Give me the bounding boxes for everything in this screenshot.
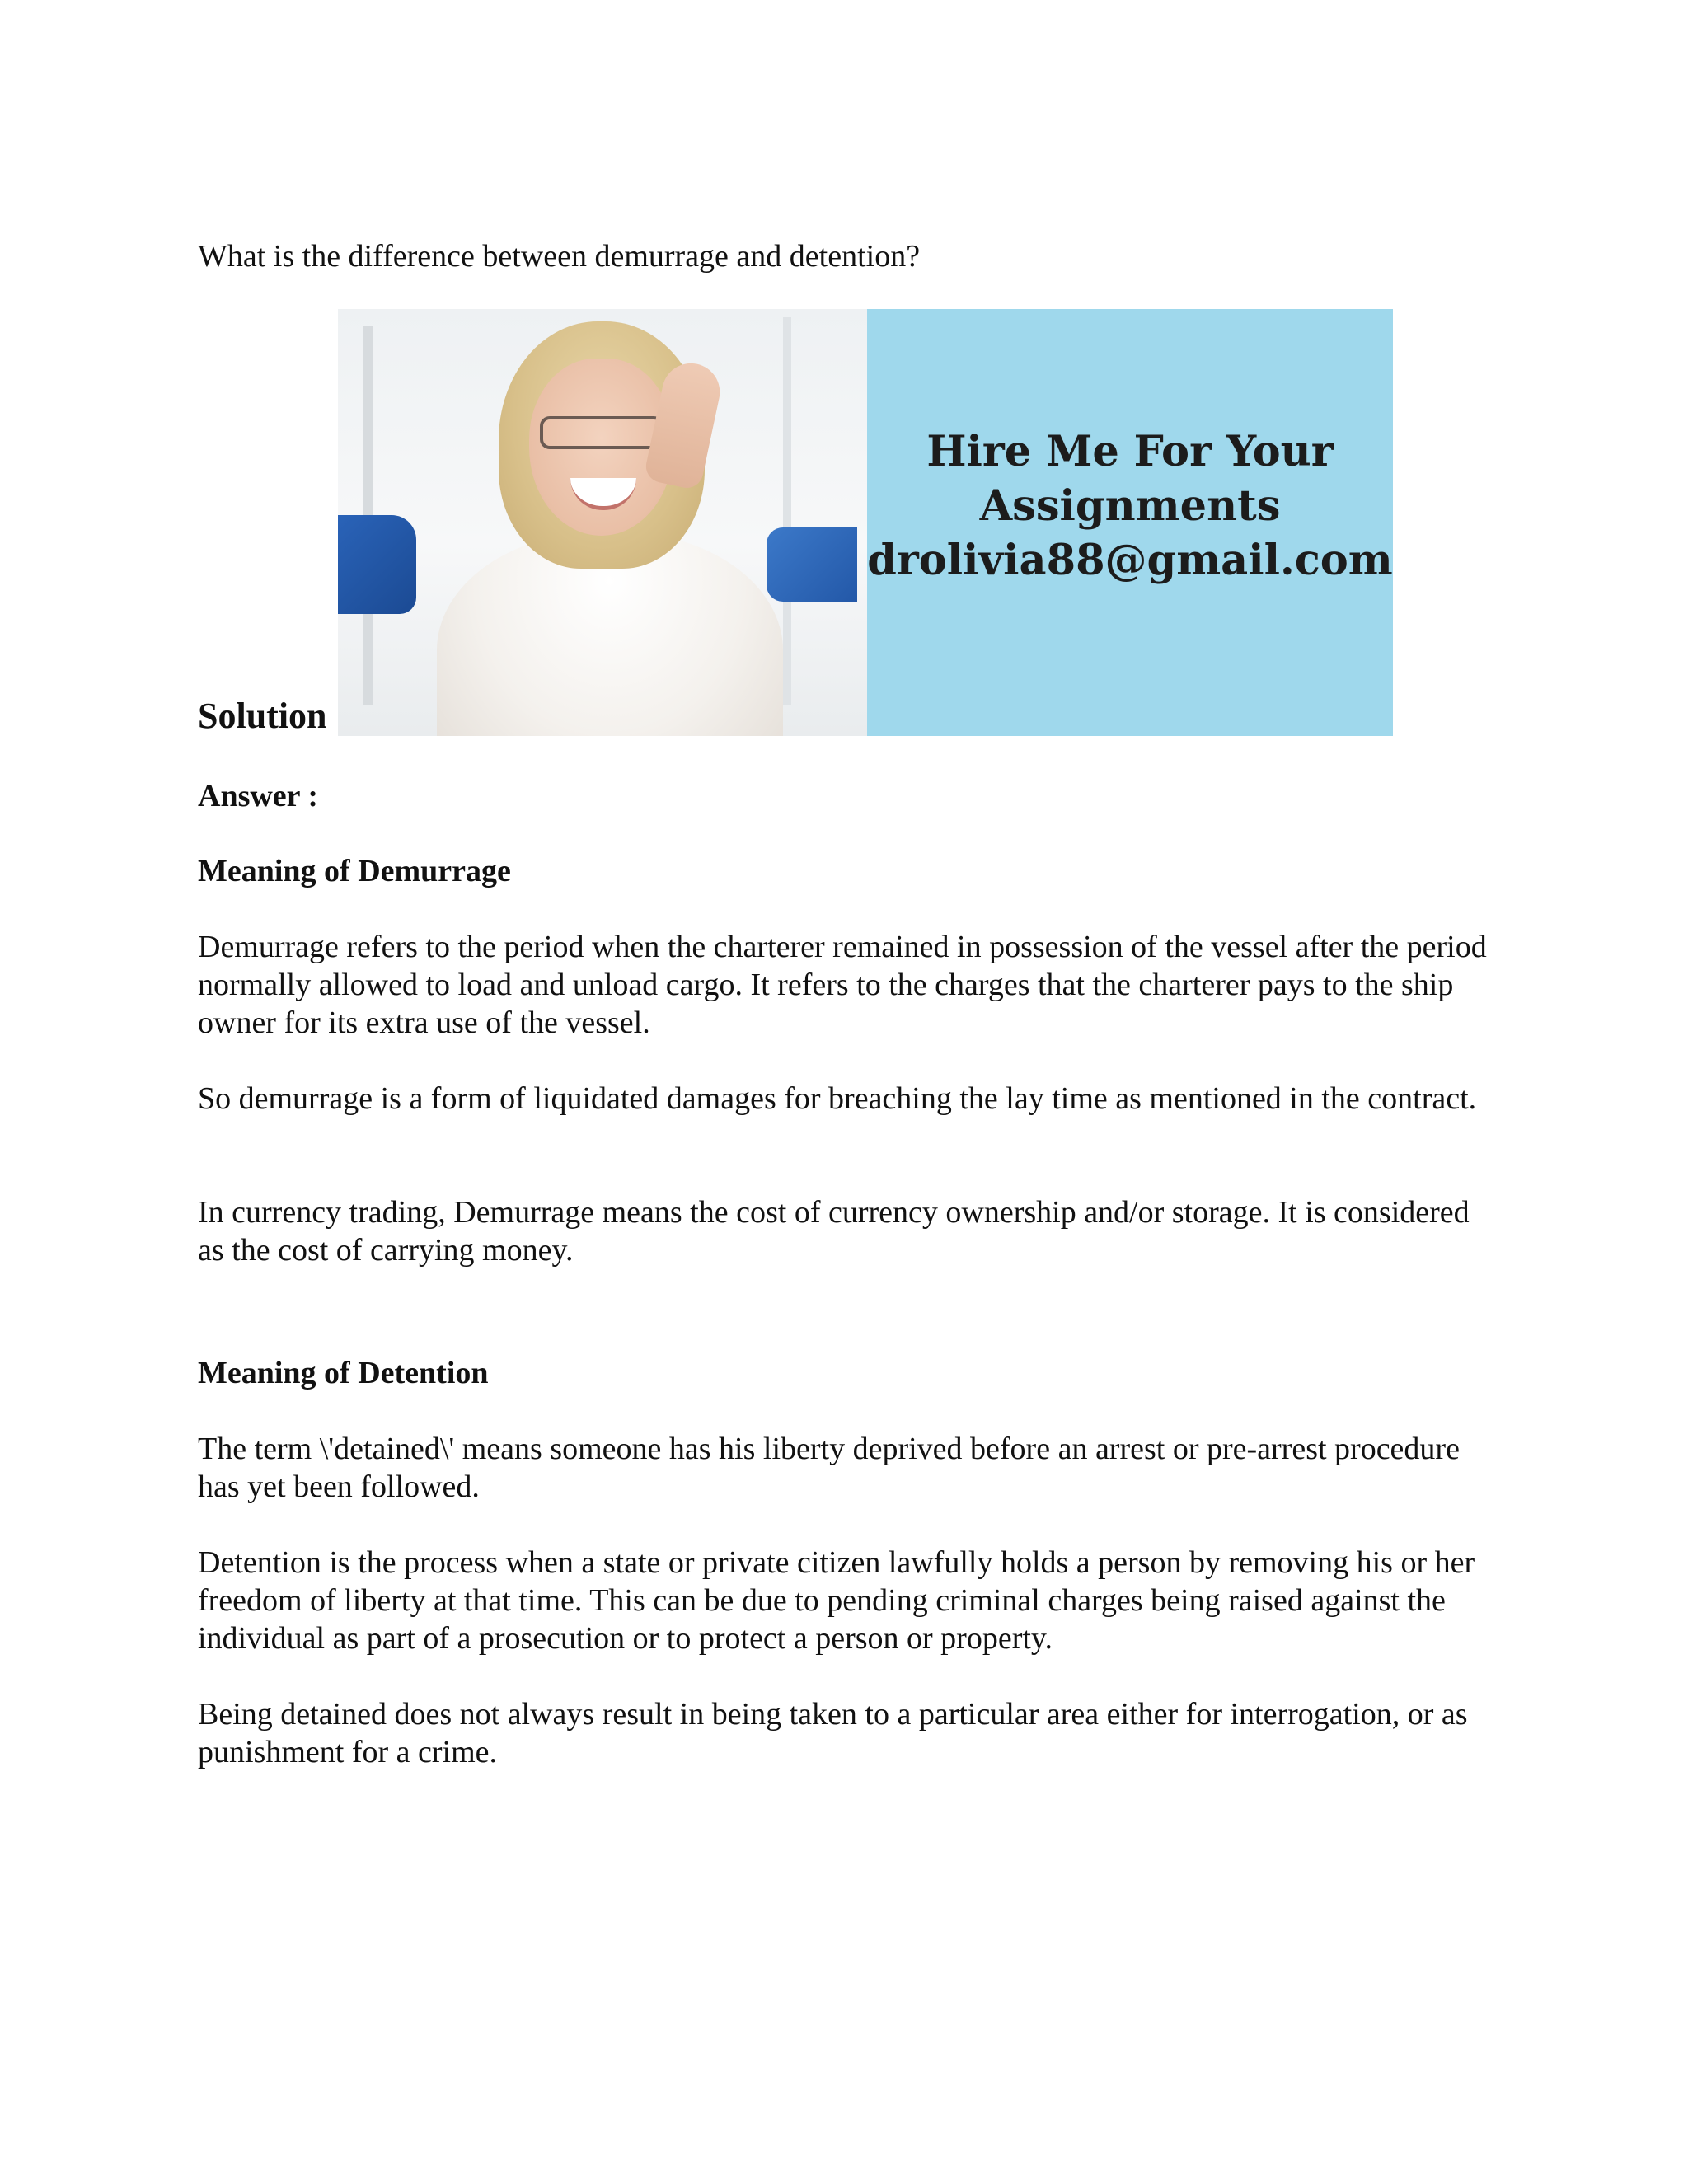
solution-heading: Solution (198, 696, 327, 736)
detention-paragraph-3: Being detained does not always result in being taken to a particular area either for interrogation, or as punishment for a crime. (198, 1697, 1468, 1769)
banner-line-1: Hire Me For Your (926, 427, 1334, 476)
demurrage-heading: Meaning of Demurrage (198, 854, 511, 888)
detention-paragraph-2: Detention is the process when a state or private citizen lawfully holds a person by removing his or her freedom of liberty at that time. This can be due to pending criminal charges being raised against the individual as part of a prosecution or to protect a person or property. (198, 1545, 1475, 1656)
blue-chair-right (767, 527, 857, 602)
banner-email: drolivia88@gmail.com (867, 536, 1393, 585)
demurrage-paragraph-2: So demurrage is a form of liquidated damages for breaching the lay time as mentioned in the contract. (198, 1081, 1477, 1116)
banner-text-panel (867, 309, 1393, 736)
answer-heading: Answer : (198, 779, 319, 813)
question-text: What is the difference between demurrage and detention? (198, 239, 921, 274)
solution-row (198, 309, 1500, 738)
detention-heading: Meaning of Detention (198, 1356, 489, 1390)
woman-photo (338, 309, 867, 736)
window-frame-right (783, 317, 791, 705)
demurrage-paragraph-1: Demurrage refers to the period when the charterer remained in possession of the vessel after the period normally allowed to load and unload cargo. It refers to the charges that the charterer pays to the ship owner for its extra use of the vessel. (198, 930, 1487, 1040)
glasses-icon (540, 416, 663, 449)
advertisement-banner (338, 309, 1393, 736)
blue-chair-left (338, 515, 416, 614)
detention-paragraph-1: The term \'detained\' means someone has his liberty deprived before an arrest or pre-arrest procedure has yet been followed. (198, 1432, 1460, 1504)
banner-line-2: Assignments (979, 481, 1281, 531)
demurrage-paragraph-3: In currency trading, Demurrage means the cost of currency ownership and/or storage. It is considered as the cost of carrying money. (198, 1195, 1470, 1268)
